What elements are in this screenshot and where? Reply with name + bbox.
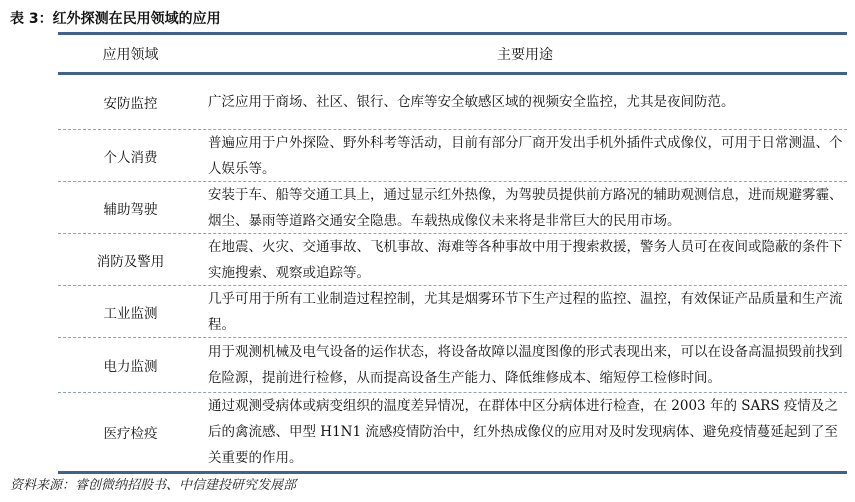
table-title: 表 3：红外探测在民用领域的应用	[10, 11, 221, 27]
row-use: 在地震、火灾、交通事故、飞机事故、海难等各种事故中用于搜索救援，警务人员可在夜间或隐蔽的条件下实施搜索、观察或追踪等。	[208, 238, 843, 281]
row-use: 几乎可用于所有工业制造过程控制，尤其是烟雾环节下生产过程的监控、温控，有效保证产品质量和生产流程。	[208, 290, 843, 333]
table-row	[58, 234, 847, 286]
header-use: 主要用途	[497, 46, 553, 63]
table-row	[58, 286, 847, 338]
table-row	[58, 338, 847, 393]
row-field: 安防监控	[103, 96, 158, 112]
row-field: 消防及警用	[96, 253, 165, 270]
row-field: 个人消费	[103, 149, 158, 166]
row-use: 用于观测机械及电气设备的运作状态，将设备故障以温度图像的形式表现出来，可以在设备高温损毁前找到危险源，提前进行检修，从而提高设备生产能力、降低维修成本、缩短停工检修时间。	[208, 344, 843, 386]
table-header	[58, 35, 847, 72]
table-row	[58, 393, 847, 471]
row-field: 工业监测	[103, 305, 158, 322]
header-field: 应用领域	[102, 46, 159, 63]
row-field: 医疗检疫	[103, 426, 158, 442]
row-field: 辅助驾驶	[103, 201, 158, 218]
table-row	[58, 130, 847, 182]
row-use: 广泛应用于商场、社区、银行、仓库等安全敏感区域的视频安全监控，尤其是夜间防范。	[208, 94, 735, 110]
table-row	[58, 75, 847, 130]
row-use: 安装于车、船等交通工具上，通过显示红外热像，为驾驶员提供前方路况的辅助观测信息，进而规避雾霾、烟尘、暴雨等道路交通安全隐患。车载热成像仪未来将是非常巨大的民用市场。	[208, 186, 843, 229]
row-field: 电力监测	[103, 359, 158, 375]
data-table	[58, 32, 847, 474]
row-use: 普遍应用于户外探险、野外科考等活动，目前有部分厂商开发出手机外插件式成像仪，可用于日常测温、个人娱乐等。	[208, 134, 843, 177]
table-row	[58, 182, 847, 234]
source-note: 资料来源：睿创微纳招股书、中信建投研究发展部	[10, 478, 297, 493]
row-use: 通过观测受病体或病变组织的温度差异情况，在群体中区分病体进行检查，在 2003 年的 SARS 疫情及之后的禽流感、甲型 H1N1 流感疫情防治中，红外热成像仪的应用对及时发现病体、避免疫情蔓延起到了至关重要的作用。	[208, 398, 838, 466]
